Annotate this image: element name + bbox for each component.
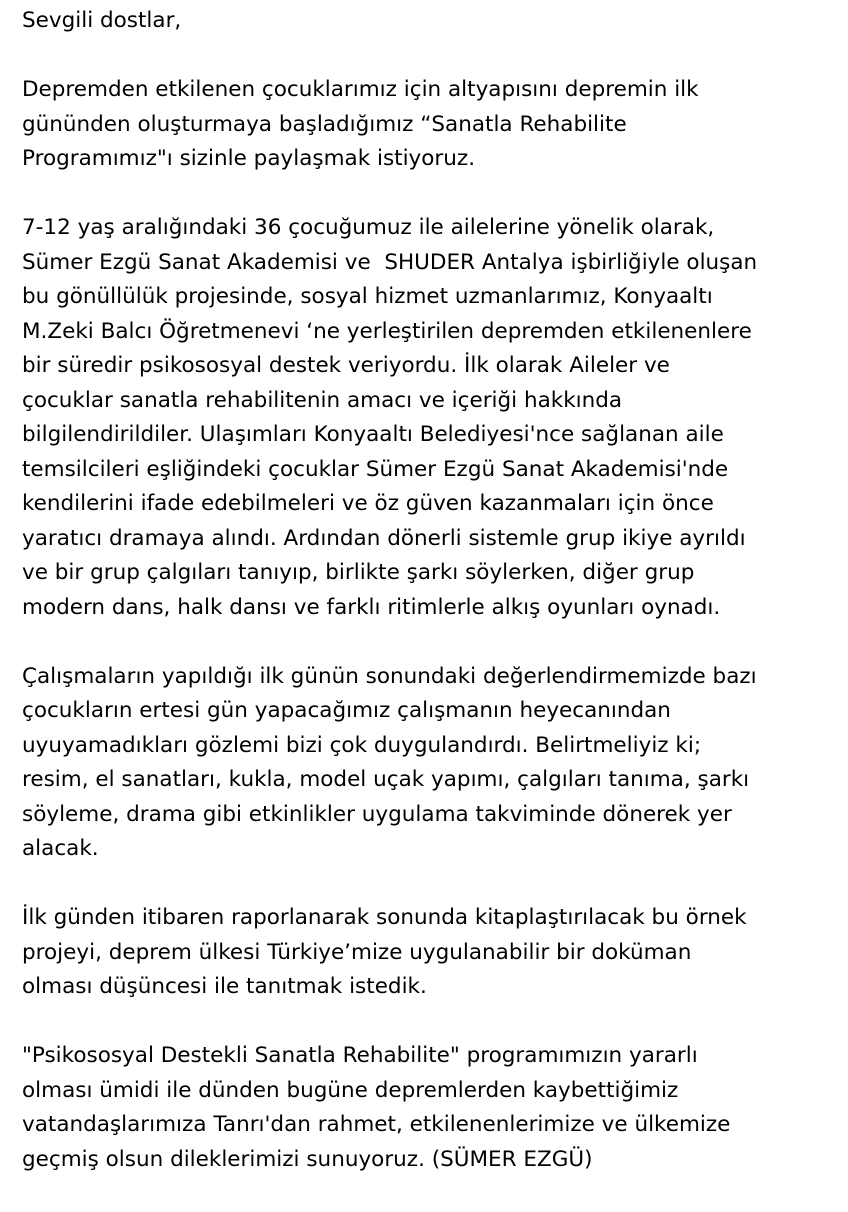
- paragraph-line: çocukların ertesi gün yapacağımız çalışmanın heyecanından: [22, 698, 671, 723]
- paragraph-line: söyleme, drama gibi etkinlikler uygulama takviminde dönerek yer: [22, 801, 732, 827]
- greeting-line: Sevgili dostlar,: [22, 8, 182, 33]
- paragraph-line: uyuyamadıkları gözlemi bizi çok duygulandırdı. Belirtmeliyiz ki;: [22, 732, 702, 758]
- paragraph-line: M.Zeki Balcı Öğretmenevi ‘ne yerleştirilen depremden etkilenenlere: [22, 318, 752, 344]
- paragraph-line: olması ümidi ile dünden bugüne depremlerden kaybettiğimiz: [22, 1077, 679, 1103]
- paragraph-line: temsilcileri eşliğindeki çocuklar Sümer Ezgü Sanat Akademisi'nde: [22, 456, 729, 482]
- paragraph-line: Depremden etkilenen çocuklarımız için altyapısını depremin ilk: [22, 77, 699, 102]
- paragraph-line: geçmiş olsun dileklerimizi sunuyoruz. (SÜMER EZGÜ): [22, 1146, 593, 1172]
- paragraph-line: resim, el sanatları, kukla, model uçak yapımı, çalgıları tanıma, şarkı: [22, 767, 750, 792]
- paragraph-line: modern dans, halk dansı ve farklı ritimlerle alkış oyunları oynadı.: [22, 594, 721, 620]
- paragraph-line: bu gönüllülük projesinde, sosyal hizmet uzmanlarımız, Konyaaltı: [22, 284, 713, 309]
- paragraph-project: [22, 211, 837, 625]
- paragraph-line: olması düşüncesi ile tanıtmak istedik.: [22, 974, 427, 999]
- paragraph-line: bir süredir psikososyal destek veriyordu. İlk olarak Aileler ve: [22, 353, 670, 378]
- paragraph-line: gününden oluşturmaya başladığımız “Sanatla Rehabilite: [22, 111, 627, 137]
- paragraph-evaluation: [22, 660, 837, 867]
- paragraph-closing: [22, 1039, 837, 1177]
- paragraph-line: vatandaşlarımıza Tanrı'dan rahmet, etkilenenlerimize ve ülkemize: [22, 1112, 731, 1137]
- paragraph-line: alacak.: [22, 836, 99, 861]
- paragraph-intro: [22, 73, 837, 177]
- paragraph-line: Sümer Ezgü Sanat Akademisi ve SHUDER Antalya işbirliğiyle oluşan: [22, 249, 758, 275]
- paragraph-line: bilgilendirildiler. Ulaşımları Konyaaltı Belediyesi'nce sağlanan aile: [22, 422, 724, 447]
- paragraph-line: İlk günden itibaren raporlanarak sonunda kitaplaştırılacak bu örnek: [22, 905, 747, 930]
- paragraph-line: Programımız"ı sizinle paylaşmak istiyoruz.: [22, 146, 476, 171]
- greeting: [22, 4, 837, 39]
- paragraph-line: yaratıcı dramaya alındı. Ardından dönerli sistemle grup ikiye ayrıldı: [22, 525, 746, 551]
- paragraph-line: "Psikososyal Destekli Sanatla Rehabilite" programımızın yararlı: [22, 1043, 698, 1068]
- paragraph-line: çocuklar sanatla rehabilitenin amacı ve içeriği hakkında: [22, 387, 623, 413]
- paragraph-line: Çalışmaların yapıldığı ilk günün sonundaki değerlendirmemizde bazı: [22, 663, 757, 689]
- letter-document: [22, 4, 837, 1212]
- paragraph-line: ve bir grup çalgıları tanıyıp, birlikte şarkı söylerken, diğer grup: [22, 560, 695, 585]
- paragraph-report: [22, 901, 837, 1005]
- paragraph-line: kendilerini ifade edebilmeleri ve öz güven kazanmaları için önce: [22, 491, 714, 516]
- paragraph-line: 7-12 yaş aralığındaki 36 çocuğumuz ile ailelerine yönelik olarak,: [22, 215, 715, 240]
- paragraph-line: projeyi, deprem ülkesi Türkiye’mize uygulanabilir bir doküman: [22, 939, 692, 965]
